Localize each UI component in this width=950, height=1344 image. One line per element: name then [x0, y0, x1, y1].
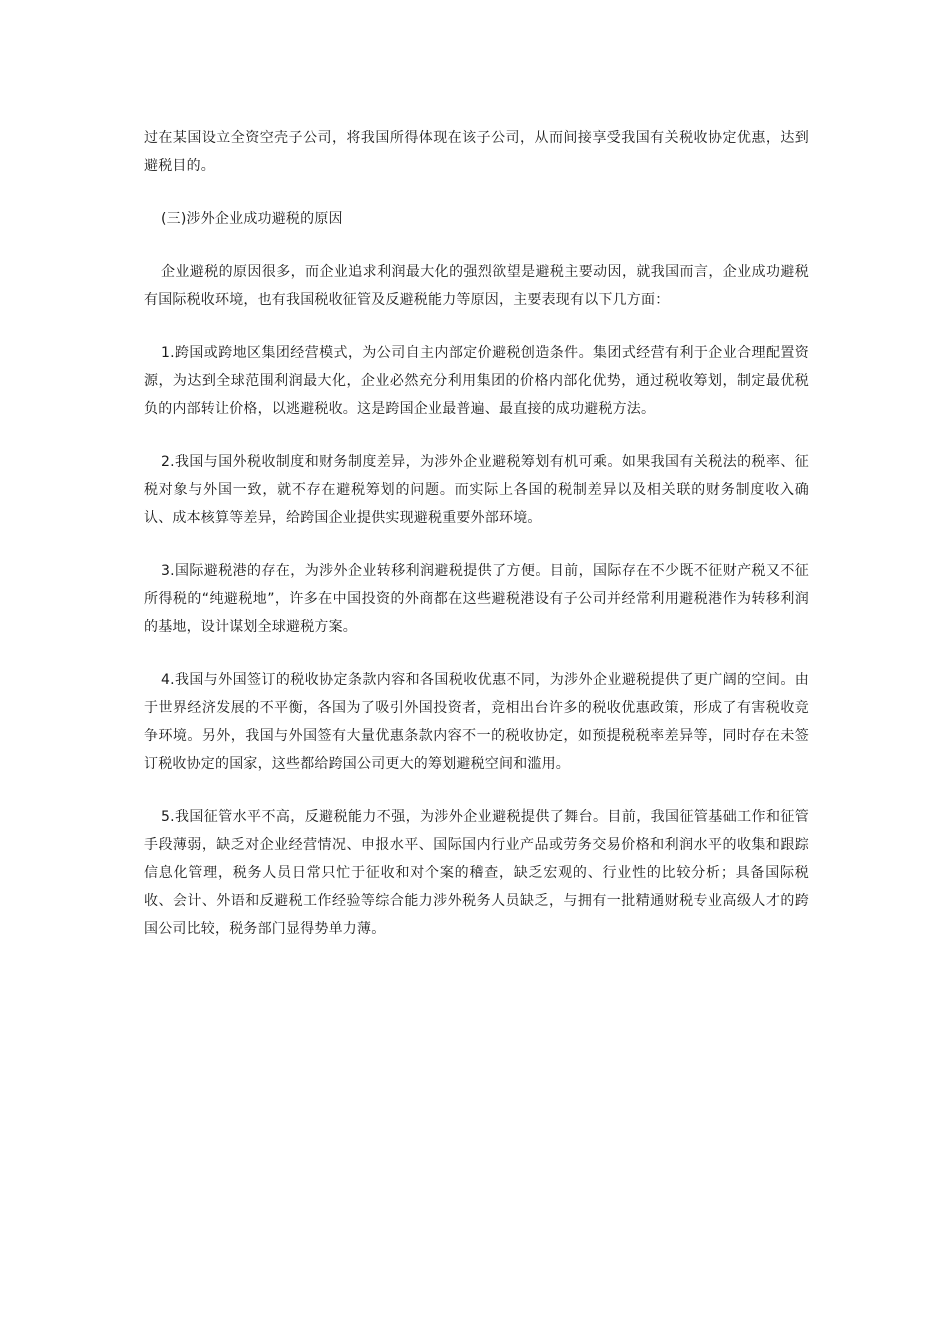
paragraph-continuation: 过在某国设立全资空壳子公司，将我国所得体现在该子公司，从而间接享受我国有关税收协定优惠，达到避税目的。 [144, 130, 809, 174]
section-heading: (三)涉外企业成功避税的原因 [161, 211, 343, 227]
paragraph-point-2: 2.我国与国外税收制度和财务制度差异，为涉外企业避税筹划有机可乘。如果我国有关税法的税率、征税对象与外国一致，就不存在避税筹划的问题。而实际上各国的税制差异以及相关联的财务制度收入确认、成本核算等差异，给跨国企业提供实现避税重要外部环境。 [144, 454, 809, 526]
paragraph-point-5: 5.我国征管水平不高，反避税能力不强，为涉外企业避税提供了舞台。目前，我国征管基础工作和征管手段薄弱，缺乏对企业经营情况、申报水平、国际国内行业产品或劳务交易价格和利润水平的收集和跟踪信息化管理，税务人员日常只忙于征收和对个案的稽查，缺乏宏观的、行业性的比较分析；具备国际税收、会计、外语和反避税工作经验等综合能力涉外税务人员缺乏，与拥有一批精通财税专业高级人才的跨国公司比较，税务部门显得势单力薄。 [144, 809, 809, 937]
paragraph-point-1: 1.跨国或跨地区集团经营模式，为公司自主内部定价避税创造条件。集团式经营有利于企业合理配置资源，为达到全球范围利润最大化，企业必然充分利用集团的价格内部化优势，通过税收筹划，制定最优税负的内部转让价格，以逃避税收。这是跨国企业最普遍、最直接的成功避税方法。 [144, 345, 809, 417]
paragraph-point-4: 4.我国与外国签订的税收协定条款内容和各国税收优惠不同，为涉外企业避税提供了更广阔的空间。由于世界经济发展的不平衡，各国为了吸引外国投资者，竞相出台许多的税收优惠政策，形成了有害税收竞争环境。另外，我国与外国签有大量优惠条款内容不一的税收协定，如预提税税率差异等，同时存在未签订税收协定的国家，这些都给跨国公司更大的筹划避税空间和滥用。 [144, 672, 809, 772]
paragraph-point-3: 3.国际避税港的存在，为涉外企业转移利润避税提供了方便。目前，国际存在不少既不征财产税又不征所得税的“纯避税地”，许多在中国投资的外商都在这些避税港设有子公司并经常利用避税港作为转移利润的基地，设计谋划全球避税方案。 [144, 563, 809, 635]
paragraph-intro: 企业避税的原因很多，而企业追求利润最大化的强烈欲望是避税主要动因，就我国而言，企业成功避税有国际税收环境，也有我国税收征管及反避税能力等原因，主要表现有以下几方面： [144, 264, 809, 308]
document-body [144, 124, 809, 968]
